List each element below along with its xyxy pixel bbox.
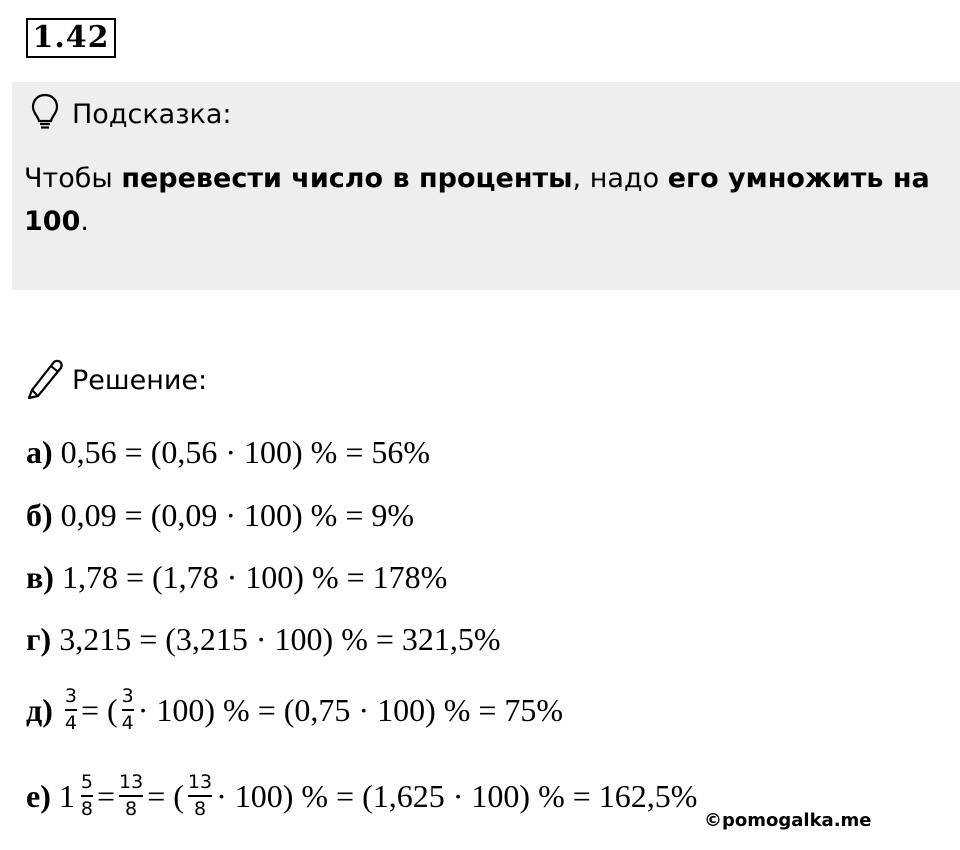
task-number: 1.42 [26,18,116,58]
solution-line-d: д) $\frac{3}{4}$ = ( $\frac{3}{4}$ · 100) % = (0,75 · 100) % = 75% [26,685,564,734]
solution-line-v: в) 1,78 = (1,78 · 100) % = 178% [26,558,448,595]
hint-text: Чтобы перевести число в проценты, надо его умножить на 100. [24,163,930,237]
watermark: ©pomogalka.me [704,810,872,831]
fraction: $\frac{5}{8}$ [80,771,93,820]
fraction: $\frac{3}{4}$ [64,685,77,734]
hint-panel [12,82,960,290]
solution-header [24,358,207,402]
solution-line-a: а) 0,56 = (0,56 · 100) % = 56% [26,433,431,470]
solution-title: Решение: [72,364,208,396]
fraction: $\frac{13}{8}$ [119,771,144,820]
solution-line-e: е) 1 $\frac{5}{8}$ = $\frac{13}{8}$ = ( $\frac{13}{8}$ · 100) % = (1,625 · 100) % = 162,5% [26,771,698,820]
pencil-icon [24,356,66,405]
fraction: $\frac{3}{4}$ [121,685,134,734]
solution-line-b: б) 0,09 = (0,09 · 100) % = 9% [26,496,415,533]
fraction: $\frac{13}{8}$ [187,771,213,820]
hint-title: Подсказка: [72,98,232,130]
lightbulb-icon [30,92,60,137]
solution-line-g: г) 3,215 = (3,215 · 100) % = 321,5% [26,620,501,657]
hint-header [30,94,232,134]
